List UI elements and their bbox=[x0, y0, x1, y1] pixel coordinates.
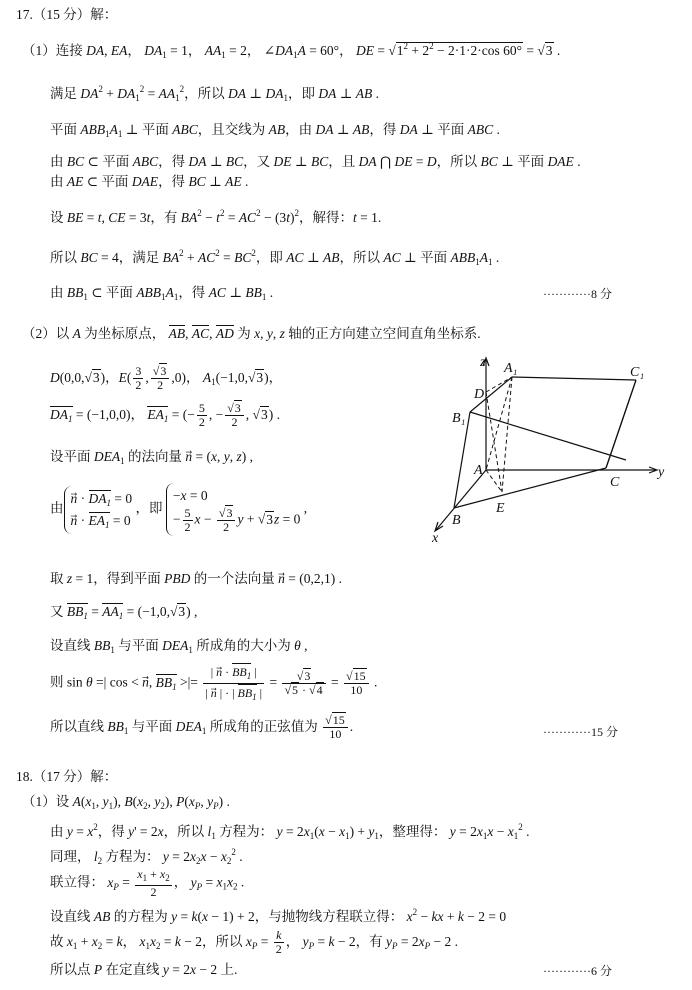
p18-score-6: ············6 分 bbox=[543, 964, 612, 978]
p17-system: 由n⃗ · $DA_1 = 0$ n⃗ · $EA_1 = 0$ ，即 −x = 0 − $\frac{5}{2}$ x − $\frac{√3}{2}$ y + √3z = 0 , bbox=[50, 483, 307, 536]
p17-normal-def: 设平面 $DEA_1$ 的法向量 n⃗ = (x, y, z) , bbox=[50, 449, 253, 466]
edge-a1-c1 bbox=[512, 377, 636, 380]
p17-part1-line1: （1）连接 DA, EA， $DA_1 = 1$， $AA_1 = 2$， $\angle DA_1A = 60^\circ$， DE = $√1^2 + 2^2 - 2\cdot 1\cdot 2\cdot\cos$ 60° = √3 . bbox=[22, 41, 561, 60]
p17-line6: 设 BE = t, CE = 3t，有 $BA^2 - t^2 = AC^2 - (3t)^2$，解得：t = 1. bbox=[50, 208, 382, 225]
label-b: B bbox=[452, 513, 461, 528]
p18-tangent1: 由 $y = x^2$，得 y' = 2x，所以 $l_1$ 方程为： $y = 2x_1(x - x_1) + y_1$，整理得： $y = 2x_1x - x_1^2$ . bbox=[50, 822, 530, 841]
label-c: C bbox=[610, 475, 620, 490]
p17-vectors: $DA_1 = (-1,0,0)$， $EA_1$ = (− $\frac{5}{2}$ , − $\frac{√3}{2}$ , √3) . bbox=[50, 401, 280, 430]
p17-coords: D(0,0,√3)，E( $\frac{3}{2}$ , $\frac{√3}{2}$ ,0)， $A_1(-1,0,√3)$， bbox=[50, 364, 283, 393]
p18-conclusion: 所以点 P 在定直线 y = 2x − 2 上. bbox=[50, 962, 238, 977]
p17-sin-calc: 则 sin θ =| cos < n⃗, $BB_1$ >|= $\frac{| n⃗ \cdot BB_1 |}{| n⃗ | \cdot | BB_1 |}$ = $\frac{√3}{√5 \cdot √4}$ = $\frac{√15}{10}$ . bbox=[50, 665, 378, 702]
label-c1: C₁ bbox=[630, 365, 645, 380]
label-b1: B₁ bbox=[452, 411, 466, 426]
p18-line-ab: 设直线 AB 的方程为 y = k(x − 1) + 2，与抛物线方程联立得： $x^2$ − kx + k − 2 = 0 bbox=[50, 907, 507, 924]
problem-18-header: 18.（17 分）解： bbox=[16, 769, 118, 784]
p17-part2-intro: （2）以 A 为坐标原点， AB, AC, AD 为 x, y, z 轴的正方向建立空间直角坐标系. bbox=[22, 326, 481, 341]
label-e: E bbox=[496, 501, 505, 516]
p17-theta-def: 设直线 $BB_1$ 与平面 $DEA_1$ 所成角的大小为 θ , bbox=[50, 638, 308, 655]
p17-score-8: ············8 分 bbox=[543, 287, 612, 301]
edge-d-a1-hidden bbox=[486, 377, 512, 392]
p17-score-15: ············15 分 bbox=[543, 725, 618, 739]
problem-17-header: 17.（15 分）解： bbox=[16, 7, 118, 22]
edge-d-e-hidden bbox=[486, 392, 502, 492]
p17-conclusion: 所以直线 $BB_1$ 与平面 $DEA_1$ 所成角的正弦值为 $\frac{√15}{10}$ . bbox=[50, 713, 354, 742]
p18-tangent2: 同理， $l_2$ 方程为： $y = 2x_2x - x_2^2$ . bbox=[50, 847, 243, 866]
label-d: D bbox=[474, 387, 485, 402]
label-z: z bbox=[480, 355, 486, 370]
p17-bb1: 又 $BB_1 = AA_1 = (-1,0,√3)$ , bbox=[50, 604, 198, 621]
p17-line8: 由 $BB_1$ ⊂ 平面 $ABB_1A_1$，得 AC ⊥ $BB_1$ . bbox=[50, 285, 274, 302]
label-y: y bbox=[658, 465, 665, 480]
label-a: A bbox=[474, 463, 483, 478]
p18-vieta: 故 $x_1 + x_2 = k$， $x_1x_2 = k - 2$，所以 $x_P$ = $\frac{k}{2}$ ， $y_P = k - 2$，有 $y_P = 2x_P - 2$ . bbox=[50, 928, 458, 957]
p17-line7: 所以 BC = 4，满足 $BA^2 + AC^2 = BC^2$，即 AC ⊥ AB，所以 AC ⊥ 平面 $ABB_1A_1$ . bbox=[50, 248, 500, 267]
p17-line2: 满足 $DA^2 + DA_1^2 = AA_1^2$，所以 DA ⊥ $DA_1$，即 DA ⊥ AB . bbox=[50, 84, 380, 103]
p18-setup: （1）设 $A(x_1$, $y_1$), $B(x_2$, $y_2$), $P(x_P$, $y_P$) . bbox=[22, 794, 230, 811]
edge-a-e-hidden bbox=[486, 470, 502, 492]
label-a1: A₁ bbox=[504, 361, 518, 376]
label-x: x bbox=[432, 531, 439, 546]
p17-line4: 由 BC ⊂ 平面 ABC，得 DA ⊥ BC，又 DE ⊥ BC，且 DA ⋂ DE = D，所以 BC ⊥ 平面 DAE . bbox=[50, 154, 581, 169]
prism-figure bbox=[430, 352, 670, 547]
edge-c-c1 bbox=[606, 380, 636, 468]
p17-line3: 平面 $ABB_1A_1$ ⊥ 平面 ABC，且交线为 AB，由 DA ⊥ AB，得 DA ⊥ 平面 ABC . bbox=[50, 122, 500, 139]
x-axis bbox=[436, 470, 486, 530]
p17-normal-result: 取 z = 1，得到平面 PBD 的一个法向量 n⃗ = (0,2,1) . bbox=[50, 571, 342, 586]
edge-b1-b bbox=[454, 412, 470, 508]
p18-intersect: 联立得： $x_P$ = $\frac{x_1 + x_2}{2}$ ， $y_P = x_1x_2$ . bbox=[50, 867, 245, 899]
p17-line5: 由 AE ⊂ 平面 DAE，得 BC ⊥ AE . bbox=[50, 174, 249, 189]
